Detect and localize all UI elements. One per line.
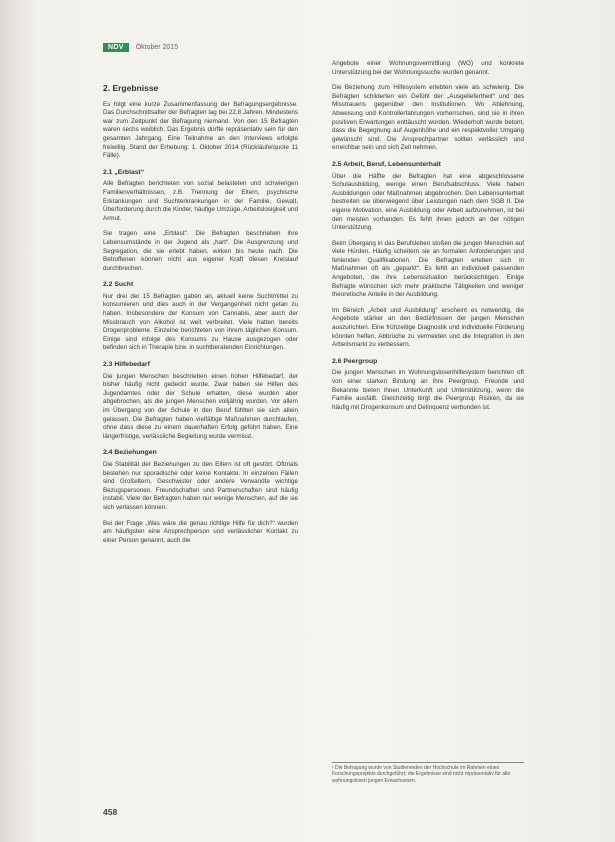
paragraph: Beim Übergang in das Berufsleben stoßen die jungen Menschen auf viele Hürden. Häufig scheitern sie an formalen Anforderungen und fehlenden Qualifikationen. Die Befragten erleben sich in Maßnahmen oft als „geparkt“. Es fehlt an individuell passenden Angeboten, die ihre Lebenssituation berücksichtigen. Einige Befragte wünschen sich mehr praktische Tätigkeiten und weniger theoretische Anteile in der Ausbildung. [332, 239, 524, 299]
subsection-title: 2.2 Sucht [103, 281, 134, 289]
subsection-title: 2.6 Peergroup [332, 357, 378, 365]
left-column [103, 84, 298, 552]
paragraph: Bei der Frage „Was wäre die genau richtige Hilfe für dich?“ wurden am häufigsten eine Ansprechperson und verlässlicher Kontakt zu einer Person genannt, auch die [103, 519, 298, 544]
paragraph: Alle Befragten berichteten von sozial belasteten und schwierigen Familienverhältnissen, z.B. Trennung der Eltern, psychische Erkrankungen und Suchterkrankungen in der Familie, Gewalt, Überforderung durch die Kinder, häufige Umzüge, Arbeitslosigkeit und Armut. [103, 180, 298, 222]
journal-badge: NDV [103, 43, 129, 52]
subsection-title: 2.3 Hilfebedarf [103, 361, 150, 369]
page-number: 458 [103, 807, 118, 817]
paragraph: Die Stabilität der Beziehungen zu den Eltern ist oft gestört. Oftmals bestehen nur sporadische oder keine Kontakte. In einzelnen Fällen sind Großeltern, Geschwister oder andere Verwandte wichtige Bezugspersonen. Freundschaften und Partnerschaften sind häufig instabil. Viele der Befragten haben nur wenige Menschen, auf die sie sich verlassen können. [103, 460, 298, 511]
section-heading: 2. Ergebnisse [103, 83, 159, 93]
subsection-title: 2.4 Beziehungen [103, 449, 157, 457]
paragraph: Angebote einer Wohnungsvermittlung (WG) und konkrete Unterstützung bei der Wohnungssuche wurden genannt. [332, 60, 524, 76]
subsection-title: 2.1 „Erblast“ [103, 168, 145, 176]
issue-label: Oktober 2015 [135, 43, 179, 51]
paragraph: Die jungen Menschen beschrieben einen hohen Hilfebedarf, der bisher häufig nicht gedeckt wurde. Zwar haben sie Hilfen des Jugendamtes oder der Schule erhalten, diese wurden aber abgebrochen, als die jungen Menschen volljährig wurden. Vor allem im Übergang von der Schule in den Beruf fühlten sie sich allein gelassen. Die Befragten haben vielfältige Maßnahmen durchlaufen, ohne dass diese zu einem dauerhaften Erfolg geführt haben. Eine längerfristige, verlässliche Begleitung wurde vermisst. [103, 372, 298, 440]
subsection-title: 2.5 Arbeit, Beruf, Lebensunterhalt [332, 160, 441, 168]
paragraph: Im Bereich „Arbeit und Ausbildung“ erscheint es notwendig, die Angebote stärker an den Bedürfnissen der jungen Menschen auszurichten. Eine frühzeitige Diagnostik und individuelle Förderung könnten helfen, Abbrüche zu vermeiden und die Integration in den Arbeitsmarkt zu verbessern. [332, 306, 524, 349]
paragraph: Über die Hälfte der Befragten hat eine abgeschlossene Schulausbildung, wenige einen Berufsabschluss. Viele haben Ausbildungen oder Maßnahmen abgebrochen. Den Lebensunterhalt bestreiten sie überwiegend über Leistungen nach dem SGB II. Die eigene Motivation, eine Ausbildung oder Arbeit aufzunehmen, ist bei den meisten vorhanden. Es fehlt ihnen jedoch an der nötigen Unterstützung. [332, 172, 524, 232]
paragraph: Die jungen Menschen im Wohnungslosenhilfesystem berichten oft von einer starken Bindung an ihre Peergroup. Freunde und Bekannte bieten ihnen Unterkunft und Unterstützung, wenn die Familie ausfällt. Gleichzeitig birgt die Peergroup Risiken, da sie häufig mit Drogenkonsum und Delinquenz verbunden ist. [332, 369, 524, 411]
paragraph: Die Beziehung zum Hilfesystem erlebten viele als schwierig. Die Befragten schilderten ein Gefühl der „Ausgeliefertheit“ und des Misstrauens gegenüber den Institutionen. Wo Ablehnung, Abweisung und Kontrollerfahrungen vorherrschen, sind sie in ihren positiven Erwartungen enttäuscht worden. Wiederholt wurde betont, dass die Begegnung auf Augenhöhe und ein respektvoller Umgang gewünscht sind. Die Ansprechpartner sollten verlässlich und erreichbar sein und sich Zeit nehmen. [332, 84, 524, 152]
footnote: ¹ Die Befragung wurde von Studierenden der Hochschule im Rahmen eines Forschungsprojekts durchgeführt; die Ergebnisse sind nicht repräsentativ für alle wohnungslosen jungen Erwachsenen. [332, 762, 524, 784]
paragraph: Nur drei der 15 Befragten gaben an, aktuell keine Suchtmittel zu konsumieren und dies auch in der Vergangenheit nicht getan zu haben. Insbesondere der Konsum von Cannabis, aber auch der Missbrauch von Alkohol ist weit verbreitet. Viele hatten bereits Drogenprobleme. Einzelne berichteten von ihrem täglichen Konsum. Einige sind infolge des Konsums zu Hause ausgezogen oder befinden sich in Therapie bzw. in suchtberatenden Einrichtungen. [103, 292, 298, 352]
paragraph: Sie tragen eine „Erblast“. Die Befragten beschrieben ihre Lebensumstände in der Jugend als „hart“. Die Ausgrenzung und Segregation, die sie erlebt haben, wirken bis heute nach. Die Betroffenen können nicht aus eigener Kraft diesen Kreislauf durchbrechen. [103, 230, 298, 272]
right-column [332, 60, 524, 419]
page-header [103, 41, 178, 53]
intro-paragraph: Es folgt eine kurze Zusammenfassung der Befragungsergebnisse. Das Durchschnittsalter der Befragten lag bei 22,8 Jahren. Mindestens war zum Zeitpunkt der Befragung niemand. Von den 15 Befragten waren sechs weiblich. Das Ergebnis dürfte repräsentativ sein für den gesamten Jahrgang. Eine Teilnahme an den Interviews erfolgte freiwillig. Stand der Erhebung: 1. Oktober 2014 (Rückläuferquote 11 Fälle). [103, 100, 298, 160]
